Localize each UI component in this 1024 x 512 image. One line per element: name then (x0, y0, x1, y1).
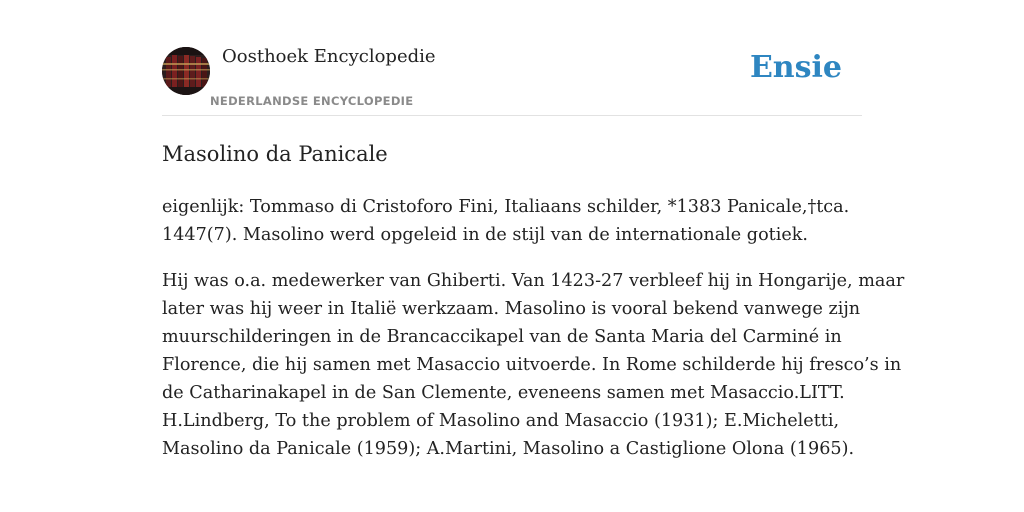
paragraph-line: de Catharinakapel in de San Clemente, eveneens samen met Masaccio.LITT. (162, 383, 845, 403)
site-subtitle: NEDERLANDSE ENCYCLOPEDIE (210, 94, 414, 108)
paragraph-line: 1447(7). Masolino werd opgeleid in de stijl van de internationale gotiek. (162, 225, 809, 245)
paragraph-line: muurschilderingen in de Brancaccikapel van de Santa Maria del Carminé in (162, 327, 842, 347)
paragraph-line: H.Lindberg, To the problem of Masolino and Masaccio (1931); E.Micheletti, (162, 411, 840, 431)
paragraph-line: Florence, die hij samen met Masaccio uitvoerde. In Rome schilderde hij fresco’s in (162, 355, 902, 375)
brand-logo[interactable]: Ensie (749, 50, 842, 85)
article-title: Masolino da Panicale (162, 142, 388, 166)
paragraph-line: Masolino da Panicale (1959); A.Martini, Masolino a Castiglione Olona (1965). (162, 439, 855, 459)
paragraph-line: eigenlijk: Tommaso di Cristoforo Fini, Italiaans schilder, *1383 Panicale,†tca. (162, 197, 850, 217)
article-paragraph-2 (162, 267, 905, 463)
site-header (162, 0, 862, 116)
article-paragraph-1 (162, 193, 862, 249)
paragraph-line: later was hij weer in Italië werkzaam. Masolino is vooral bekend vanwege zijn (162, 299, 861, 319)
site-title[interactable]: Oosthoek Encyclopedie (222, 46, 436, 67)
paragraph-line: Hij was o.a. medewerker van Ghiberti. Van 1423-27 verbleef hij in Hongarije, maar (162, 271, 905, 291)
page (162, 0, 905, 459)
encyclopedia-books-icon[interactable] (162, 47, 210, 95)
